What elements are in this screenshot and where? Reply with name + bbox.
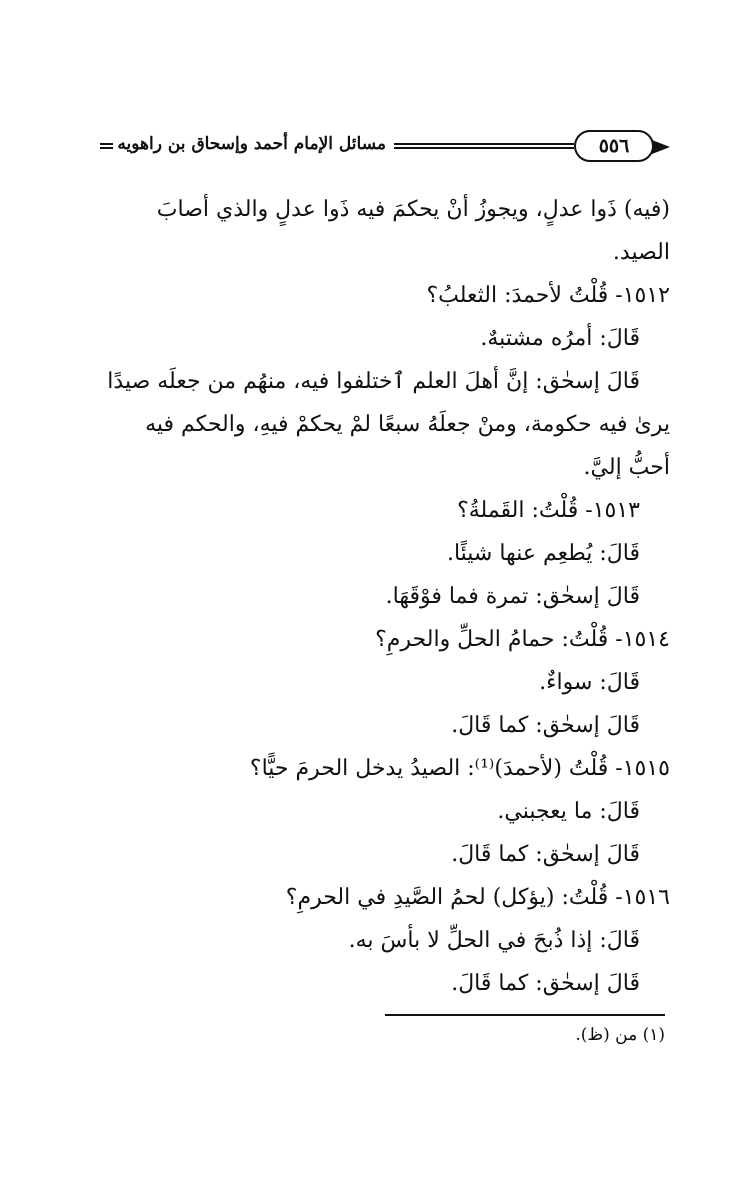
text-line: (فيه) ذَوا عدلٍ، ويجوزُ أنْ يحكمَ فيه ذَوا عدلٍ والذي أصابَ (156, 197, 670, 222)
question-1514: ١٥١٤- قُلْتُ: حمامُ الحلِّ والحرمِ؟ (375, 627, 670, 652)
question-1512: ١٥١٢- قُلْتُ لأحمدَ: الثعلبُ؟ (426, 283, 670, 308)
answer-ishaq: قَالَ إسحٰق: إنَّ أهلَ العلم ٱختلفوا فيه، منهُم من جعلَه صيدًا (107, 369, 640, 394)
text-line: الصيد. (612, 240, 670, 265)
answer-ahmad: قَالَ: سواءٌ. (539, 670, 640, 695)
running-title: مسائل الإمام أحمد وإسحاق بن راهويه (113, 134, 390, 154)
answer-ishaq: قَالَ إسحٰق: كما قَالَ. (451, 713, 640, 738)
answer-ahmad: قَالَ: أمرُه مشتبهٌ. (480, 326, 640, 351)
page-number-badge (574, 130, 654, 162)
answer-ishaq: قَالَ إسحٰق: كما قَالَ. (451, 971, 640, 996)
footnote: (١) من (ظ). (575, 1025, 665, 1045)
question-1513: ١٥١٣- قُلْتُ: القَملةُ؟ (457, 498, 640, 523)
header-arrow-ornament (652, 140, 670, 154)
answer-ahmad: قَالَ: إذا ذُبحَ في الحلِّ لا بأسَ به. (348, 928, 640, 953)
question-1515: ١٥١٥- قُلْتُ (لأحمدَ)⁽¹⁾: الصيدُ يدخل الحرمَ حيًّا؟ (249, 756, 670, 781)
main-text (95, 188, 670, 1005)
answer-ishaq: قَالَ إسحٰق: تمرة فما فوْقَهَا. (385, 584, 640, 609)
footnote-separator (385, 1014, 665, 1016)
header-double-rule (394, 143, 574, 149)
answer-ahmad: قَالَ: ما يعجبني. (497, 799, 640, 824)
answer-ahmad: قَالَ: يُطعِم عنها شيئًا. (446, 541, 640, 566)
running-header (100, 130, 670, 164)
answer-ishaq: قَالَ إسحٰق: كما قَالَ. (451, 842, 640, 867)
page-number: ٥٥٦ (598, 135, 630, 157)
question-1516: ١٥١٦- قُلْتُ: (يؤكل) لحمُ الصَّيدِ في الحرمِ؟ (285, 885, 670, 910)
text-line: أحبُّ إليَّ. (583, 455, 670, 480)
text-line: يرىٰ فيه حكومة، ومنْ جعلَهُ سبعًا لمْ يحكمْ فيهِ، والحكم فيه (145, 412, 670, 437)
